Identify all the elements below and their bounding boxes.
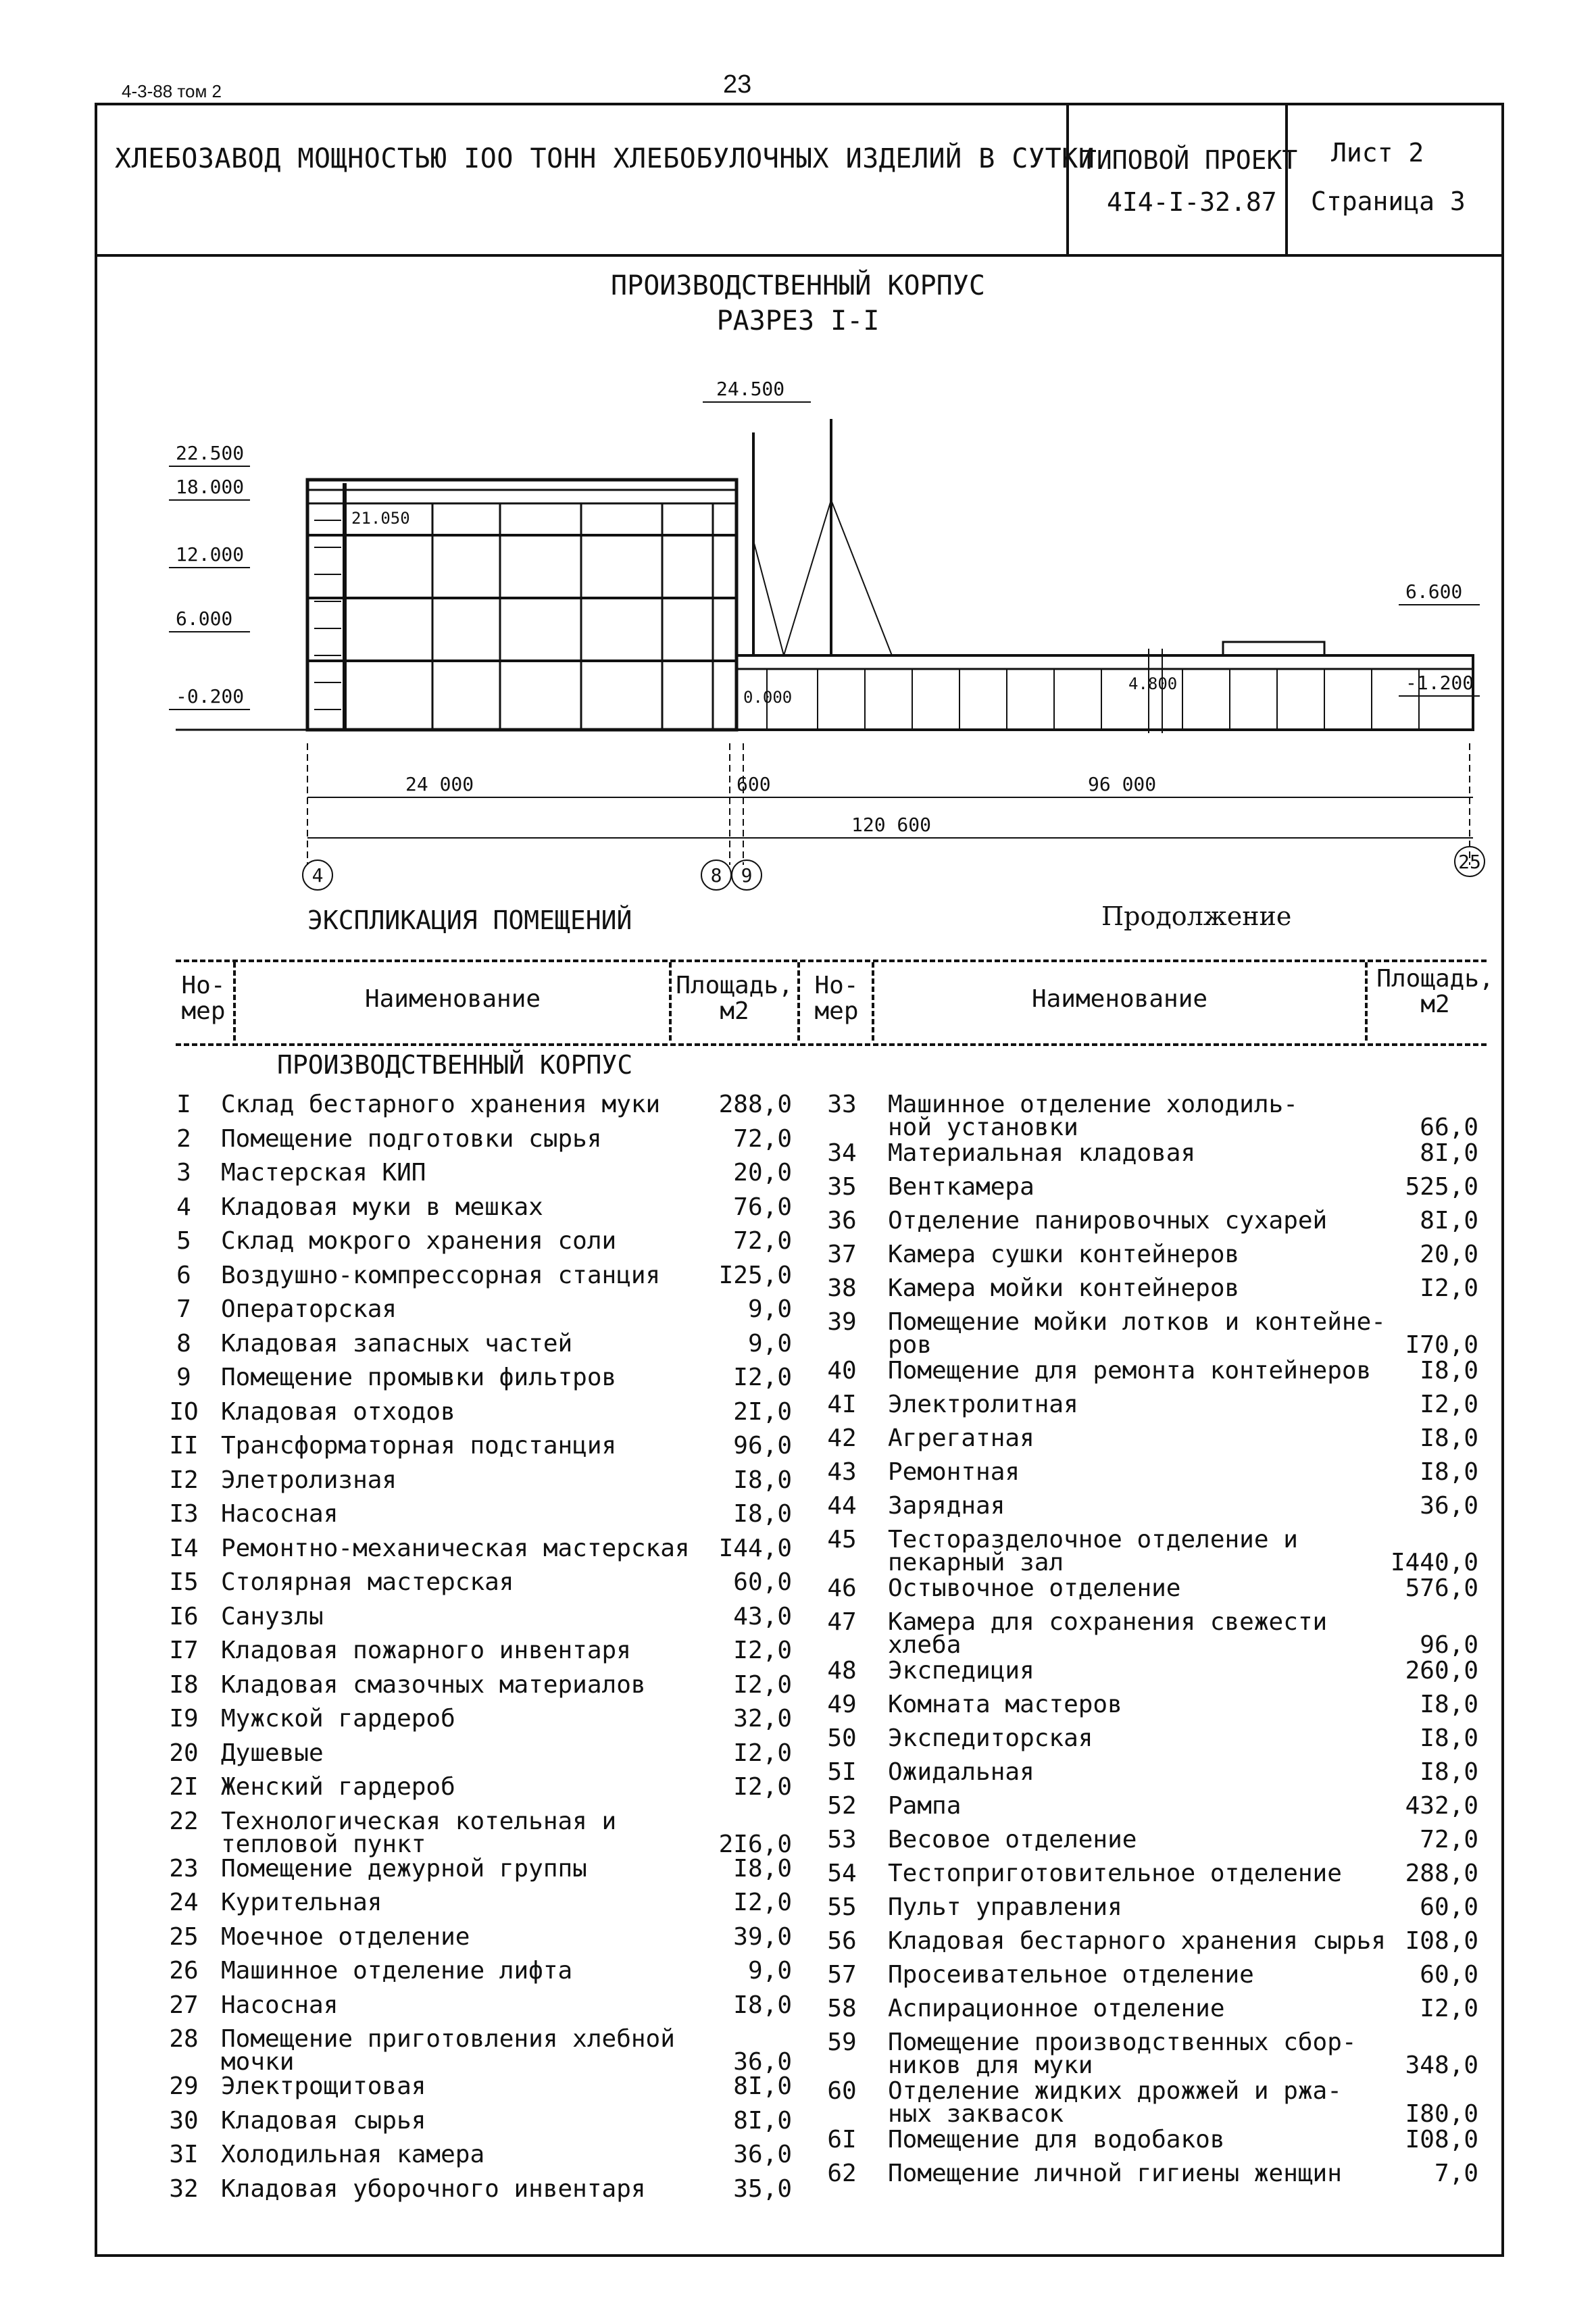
row-name: Машинное отделение лифта <box>221 1957 573 1985</box>
row-number: 28 <box>169 2025 199 2053</box>
row-number: 29 <box>169 2072 199 2100</box>
table-row <box>815 1693 1491 1727</box>
row-number: 50 <box>827 1724 857 1752</box>
row-area: I70,0 <box>1405 1331 1478 1359</box>
row-number: 58 <box>827 1995 857 2022</box>
row-name: Насосная <box>221 1991 339 2019</box>
row-area: 76,0 <box>733 1193 792 1221</box>
row-area: I2,0 <box>733 1889 792 1916</box>
table-row <box>815 1893 1491 1930</box>
row-name: Кладовая уборочного инвентаря <box>221 2174 646 2203</box>
elevation-label: 6.600 <box>1405 580 1463 603</box>
elevation-label: 24.500 <box>716 378 785 400</box>
table-row <box>157 1957 805 1994</box>
row-name: Воздушно-компрессорная станция <box>221 1261 661 1289</box>
row-area: 8I,0 <box>733 2106 792 2135</box>
table-row <box>815 1207 1491 1243</box>
table-row <box>157 1093 805 1128</box>
col-name-header: Наименование <box>364 985 541 1013</box>
row-number: 26 <box>169 1957 199 1985</box>
row-name: Трансформаторная подстанция <box>221 1432 617 1460</box>
row-number: 33 <box>827 1091 857 1118</box>
row-name: Мастерская КИП <box>221 1159 426 1187</box>
sheet-block <box>1311 128 1466 226</box>
row-name: Помещение производственных сбор- ников для муки <box>888 2028 1357 2079</box>
row-number: 2I <box>169 1773 199 1801</box>
row-area: 288,0 <box>718 1091 792 1118</box>
row-number: 36 <box>827 1207 857 1235</box>
row-name: Элетролизная <box>221 1466 397 1494</box>
row-area: I08,0 <box>1405 2126 1478 2154</box>
row-area: 2I6,0 <box>718 1830 792 1858</box>
row-area: 432,0 <box>1405 1792 1478 1820</box>
table-row <box>815 1792 1491 1828</box>
row-name: Просеивательное отделение <box>888 1961 1254 1989</box>
row-name: Камера сушки контейнеров <box>888 1241 1240 1268</box>
row-name: Помещение мойки лотков и контейне- ров <box>888 1308 1386 1359</box>
row-name: Электролитная <box>888 1391 1078 1418</box>
col-number-header: Но- мер <box>181 972 226 1025</box>
row-number: 54 <box>827 1860 857 1887</box>
elevation-label: 21.050 <box>351 509 410 528</box>
row-number: 42 <box>827 1424 857 1452</box>
table-row <box>815 2077 1491 2129</box>
row-name: Венткамера <box>888 1173 1034 1201</box>
low-block-columns <box>767 669 1419 730</box>
elevation-label: 6.000 <box>176 607 233 630</box>
table-row <box>815 1458 1491 1495</box>
table-row <box>157 1639 805 1674</box>
row-name: Материальная кладовая <box>888 1139 1196 1167</box>
row-name: Помещение приготовления хлебной мочки <box>221 2025 675 2076</box>
row-number: 38 <box>827 1274 857 1302</box>
sheet-number: Лист 2 <box>1331 138 1424 168</box>
row-area: I8,0 <box>1420 1724 1478 1752</box>
table-row <box>157 1366 805 1401</box>
table-row <box>157 1891 805 1926</box>
project-block <box>1081 139 1297 223</box>
table-row <box>815 1724 1491 1761</box>
row-number: I7 <box>169 1637 199 1664</box>
row-number: 39 <box>827 1308 857 1336</box>
row-number: 3 <box>176 1159 191 1187</box>
row-area: I8,0 <box>1420 1458 1478 1486</box>
table-row <box>815 1243 1491 1277</box>
row-number: I9 <box>169 1705 199 1733</box>
row-name: Тестоприготовительное отделение <box>888 1860 1342 1887</box>
row-number: I <box>176 1091 191 1118</box>
table-row <box>157 1854 805 1892</box>
row-name: Мужской гардероб <box>221 1705 455 1733</box>
row-name: Склад бестарного хранения муки <box>221 1091 661 1118</box>
row-area: 39,0 <box>733 1922 792 1951</box>
row-name: Ожидальная <box>888 1758 1034 1786</box>
row-name: Отделение панировочных сухарей <box>888 1207 1328 1235</box>
row-area: 525,0 <box>1405 1173 1478 1201</box>
row-number: 55 <box>827 1893 857 1921</box>
row-number: 25 <box>169 1922 199 1951</box>
row-area: I25,0 <box>718 1261 792 1289</box>
table-row <box>157 1670 805 1708</box>
table-row <box>815 1424 1491 1461</box>
table-row <box>157 1159 805 1196</box>
table-row <box>157 1397 805 1435</box>
table-row <box>815 2028 1491 2080</box>
elevation-label: 18.000 <box>176 476 245 498</box>
row-number: 27 <box>169 1991 199 2019</box>
table-row <box>157 1295 805 1333</box>
row-number: 6 <box>176 1261 191 1289</box>
row-area: I2,0 <box>733 1773 792 1801</box>
col-name-header: Наименование <box>1031 985 1208 1013</box>
stair-hatching <box>314 520 341 710</box>
row-number: 8 <box>176 1329 191 1358</box>
row-area: 36,0 <box>1420 1492 1478 1520</box>
continuation-label: Продолжение <box>1101 901 1292 931</box>
table-row <box>815 1828 1491 1862</box>
table-row <box>157 1500 805 1537</box>
row-area: 72,0 <box>1420 1826 1478 1853</box>
row-name: Агрегатная <box>888 1424 1034 1452</box>
table-row <box>815 1862 1491 1896</box>
table-row <box>157 2143 805 2178</box>
row-name: Столярная мастерская <box>221 1568 514 1596</box>
row-number: 9 <box>176 1364 191 1391</box>
row-number: 47 <box>827 1608 857 1636</box>
row-number: 22 <box>169 1807 199 1835</box>
explication-title: ЭКСПЛИКАЦИЯ ПОМЕЩЕНИЙ <box>307 905 632 935</box>
row-number: 32 <box>169 2174 199 2203</box>
row-name: Отделение жидких дрожжей и ржа- ных заквасок <box>888 2077 1342 2128</box>
table-row <box>157 2025 805 2076</box>
table-row <box>157 2106 805 2144</box>
row-number: 57 <box>827 1961 857 1989</box>
row-area: 348,0 <box>1405 2051 1478 2079</box>
row-area: 288,0 <box>1405 1860 1478 1887</box>
row-name: Ремонтно-механическая мастерская <box>221 1534 690 1562</box>
row-name: Весовое отделение <box>888 1826 1137 1853</box>
row-area: 60,0 <box>1420 1893 1478 1921</box>
table-row <box>815 1657 1491 1693</box>
row-name: Кладовая бестарного хранения сырья <box>888 1927 1386 1955</box>
row-name: Кладовая запасных частей <box>221 1329 573 1358</box>
row-name: Санузлы <box>221 1602 324 1631</box>
row-name: Камера для сохранения свежести хлеба <box>888 1608 1328 1659</box>
row-area: I08,0 <box>1405 1927 1478 1955</box>
row-name: Насосная <box>221 1500 339 1528</box>
dimension-label: 96 000 <box>1088 773 1157 795</box>
row-area: 9,0 <box>747 1295 792 1323</box>
row-number: 45 <box>827 1526 857 1553</box>
row-number: 56 <box>827 1927 857 1955</box>
page-number: 23 <box>723 70 752 99</box>
row-number: 3I <box>169 2141 199 2168</box>
row-name: Помещение промывки фильтров <box>221 1364 617 1391</box>
page-label: Страница 3 <box>1311 186 1466 216</box>
elevation-label: 22.500 <box>176 442 245 464</box>
row-area: 8I,0 <box>1420 1207 1478 1235</box>
row-number: 6I <box>827 2126 857 2154</box>
row-number: 49 <box>827 1691 857 1718</box>
row-number: 59 <box>827 2028 857 2056</box>
table-row <box>815 1961 1491 1997</box>
row-area: 60,0 <box>1420 1961 1478 1989</box>
table-row <box>157 1739 805 1776</box>
row-number: 34 <box>827 1139 857 1167</box>
row-name: Электрощитовая <box>221 2072 426 2100</box>
dimension-label: 120 600 <box>851 814 932 836</box>
table-row <box>157 1991 805 2028</box>
table-row <box>157 1261 805 1299</box>
row-area: 35,0 <box>733 2174 792 2203</box>
row-area: 9,0 <box>747 1329 792 1358</box>
row-name: Кладовая отходов <box>221 1397 455 1426</box>
row-area: 60,0 <box>733 1568 792 1596</box>
row-number: 52 <box>827 1792 857 1820</box>
elevation-label: -0.200 <box>176 685 245 707</box>
table-row <box>157 1705 805 1742</box>
row-number: 7 <box>176 1295 191 1323</box>
row-number: 35 <box>827 1173 857 1201</box>
row-number: 4I <box>827 1391 857 1418</box>
row-name: Операторская <box>221 1295 397 1323</box>
row-name: Комната мастеров <box>888 1691 1122 1718</box>
table-row <box>815 1758 1491 1795</box>
row-area: I2,0 <box>733 1637 792 1664</box>
row-area: I44,0 <box>718 1534 792 1562</box>
row-area: 96,0 <box>733 1432 792 1460</box>
row-number: I4 <box>169 1534 199 1562</box>
row-name: Холодильная камера <box>221 2141 485 2168</box>
row-name: Женский гардероб <box>221 1773 455 1801</box>
row-area: 43,0 <box>733 1602 792 1631</box>
table-row <box>157 1124 805 1162</box>
row-area: 72,0 <box>733 1124 792 1153</box>
row-name: Машинное отделение холодиль- ной установки <box>888 1091 1298 1141</box>
row-name: Помещение личной гигиены женщин <box>888 2160 1342 2187</box>
row-area: I8,0 <box>733 1854 792 1883</box>
row-number: I8 <box>169 1670 199 1699</box>
table-row <box>157 1432 805 1469</box>
table-row <box>815 1492 1491 1528</box>
row-name: Экспедиторская <box>888 1724 1093 1752</box>
row-name: Аспирационное отделение <box>888 1995 1225 2022</box>
row-name: Кладовая сырья <box>221 2106 426 2135</box>
row-area: I2,0 <box>733 1739 792 1767</box>
row-name: Кладовая смазочных материалов <box>221 1670 646 1699</box>
table-row <box>815 1393 1491 1427</box>
axis-marker: 8 <box>710 864 722 887</box>
row-area: 576,0 <box>1405 1574 1478 1602</box>
table-row <box>157 2174 805 2212</box>
row-area: 36,0 <box>733 2141 792 2168</box>
document-code: 4-3-88 том 2 <box>122 81 222 101</box>
row-area: I8,0 <box>1420 1357 1478 1385</box>
row-name: Склад мокрого хранения соли <box>221 1227 617 1255</box>
row-name: Камера мойки контейнеров <box>888 1274 1240 1302</box>
row-name: Зарядная <box>888 1492 1005 1520</box>
row-area: I2,0 <box>733 1364 792 1391</box>
row-name: Моечное отделение <box>221 1922 470 1951</box>
row-area: I8,0 <box>1420 1691 1478 1718</box>
row-area: 20,0 <box>1420 1241 1478 1268</box>
row-number: I3 <box>169 1500 199 1528</box>
table-row <box>157 1534 805 1572</box>
row-number: 46 <box>827 1574 857 1602</box>
table-row <box>815 1997 1491 2031</box>
table-row <box>157 1922 805 1960</box>
row-area: I8,0 <box>733 1500 792 1528</box>
table-row <box>815 1139 1491 1176</box>
table-row <box>157 1807 805 1858</box>
axis-marker: 4 <box>311 864 324 887</box>
row-area: I2,0 <box>1420 1274 1478 1302</box>
project-number: 4I4-I-32.87 <box>1107 187 1277 217</box>
row-number: 43 <box>827 1458 857 1486</box>
row-number: 30 <box>169 2106 199 2135</box>
row-name: Ремонтная <box>888 1458 1020 1486</box>
table-row <box>815 2162 1491 2196</box>
row-area: 96,0 <box>1420 1631 1478 1659</box>
row-name: Кладовая пожарного инвентаря <box>221 1637 631 1664</box>
row-number: 24 <box>169 1889 199 1916</box>
row-area: 9,0 <box>747 1957 792 1985</box>
dimension-label: 600 <box>737 773 771 795</box>
col-area-header: Площадь, м2 <box>676 972 793 1025</box>
row-area: 8I,0 <box>1420 1139 1478 1167</box>
col-number-header: Но- мер <box>814 972 859 1025</box>
table-row <box>815 1173 1491 1210</box>
row-area: 7,0 <box>1434 2160 1478 2187</box>
row-area: 8I,0 <box>733 2072 792 2100</box>
axis-marker: 25 <box>1458 851 1481 873</box>
row-number: I5 <box>169 1568 199 1596</box>
project-label: ТИПОВОЙ ПРОЕКТ <box>1081 145 1298 175</box>
table-row <box>157 1773 805 1810</box>
row-number: 23 <box>169 1854 199 1883</box>
table-row <box>815 1308 1491 1360</box>
row-area: 32,0 <box>733 1705 792 1733</box>
elevation-label: 4.800 <box>1128 674 1178 693</box>
table-row <box>157 1568 805 1605</box>
document-title: ХЛЕБОЗАВОД МОЩНОСТЬЮ IOO ТОНН ХЛЕБОБУЛОЧНЫХ ИЗДЕЛИЙ В СУТКИ <box>115 143 1095 174</box>
row-name: Тесторазделочное отделение и пекарный зал <box>888 1526 1298 1576</box>
table-row <box>815 1357 1491 1393</box>
row-number: 44 <box>827 1492 857 1520</box>
row-number: 5 <box>176 1227 191 1255</box>
row-number: I2 <box>169 1466 199 1494</box>
row-area: I2,0 <box>733 1670 792 1699</box>
row-area: I2,0 <box>1420 1995 1478 2022</box>
row-area: I80,0 <box>1405 2100 1478 2128</box>
row-name: Экспедиция <box>888 1657 1034 1685</box>
row-area: I8,0 <box>1420 1758 1478 1786</box>
elevation-label: 0.000 <box>743 688 793 707</box>
table-row <box>157 1193 805 1230</box>
row-number: 40 <box>827 1357 857 1385</box>
row-area: I2,0 <box>1420 1391 1478 1418</box>
dimension-label: 24 000 <box>405 773 474 795</box>
row-area: 66,0 <box>1420 1114 1478 1141</box>
row-area: I8,0 <box>733 1466 792 1494</box>
axis-marker: 9 <box>741 864 753 887</box>
table-row <box>157 1227 805 1264</box>
table-row <box>815 2126 1491 2162</box>
row-number: 60 <box>827 2077 857 2105</box>
section-subtitle: РАЗРЕЗ I-I <box>716 305 880 337</box>
row-number: 37 <box>827 1241 857 1268</box>
table-row <box>815 1608 1491 1660</box>
row-area: 20,0 <box>733 1159 792 1187</box>
row-area: I8,0 <box>1420 1424 1478 1452</box>
table-row <box>157 1466 805 1503</box>
row-area: 2I,0 <box>733 1397 792 1426</box>
row-number: 62 <box>827 2160 857 2187</box>
low-block <box>737 655 1473 730</box>
row-area: 36,0 <box>733 2048 792 2076</box>
section-drawing <box>149 365 1487 892</box>
col-area-header: Площадь, м2 <box>1376 965 1494 1018</box>
row-number: 2 <box>176 1124 191 1153</box>
elevation-label: -1.200 <box>1405 672 1474 694</box>
row-name: Курительная <box>221 1889 382 1916</box>
row-name: Остывочное отделение <box>888 1574 1181 1602</box>
table-row <box>157 2072 805 2110</box>
row-name: Помещение подготовки сырья <box>221 1124 602 1153</box>
row-area: 260,0 <box>1405 1657 1478 1685</box>
row-name: Рампа <box>888 1792 962 1820</box>
row-number: I6 <box>169 1602 199 1631</box>
row-name: Пульт управления <box>888 1893 1122 1921</box>
table-row <box>157 1602 805 1640</box>
elevation-label: 12.000 <box>176 543 245 566</box>
row-number: II <box>169 1432 199 1460</box>
row-name: Кладовая муки в мешках <box>221 1193 543 1221</box>
table-row <box>815 1574 1491 1611</box>
row-number: 48 <box>827 1657 857 1685</box>
table-row <box>815 1927 1491 1964</box>
table-row <box>815 1093 1491 1142</box>
row-name: Помещение дежурной группы <box>221 1854 587 1883</box>
row-name: Технологическая котельная и тепловой пункт <box>221 1807 617 1858</box>
row-number: 5I <box>827 1758 857 1786</box>
row-area: I8,0 <box>733 1991 792 2019</box>
row-area: 72,0 <box>733 1227 792 1255</box>
row-area: I440,0 <box>1390 1549 1478 1576</box>
group-heading: ПРОИЗВОДСТВЕННЫЙ КОРПУС <box>277 1050 633 1080</box>
row-number: 20 <box>169 1739 199 1767</box>
row-name: Помещение для ремонта контейнеров <box>888 1357 1372 1385</box>
row-number: IO <box>169 1397 199 1426</box>
table-row <box>815 1274 1491 1311</box>
row-name: Помещение для водобаков <box>888 2126 1225 2154</box>
table-row <box>815 1528 1491 1577</box>
section-title: ПРОИЗВОДСТВЕННЫЙ КОРПУС <box>611 270 985 301</box>
row-number: 53 <box>827 1826 857 1853</box>
row-number: 4 <box>176 1193 191 1221</box>
table-row <box>157 1329 805 1367</box>
row-name: Душевые <box>221 1739 324 1767</box>
